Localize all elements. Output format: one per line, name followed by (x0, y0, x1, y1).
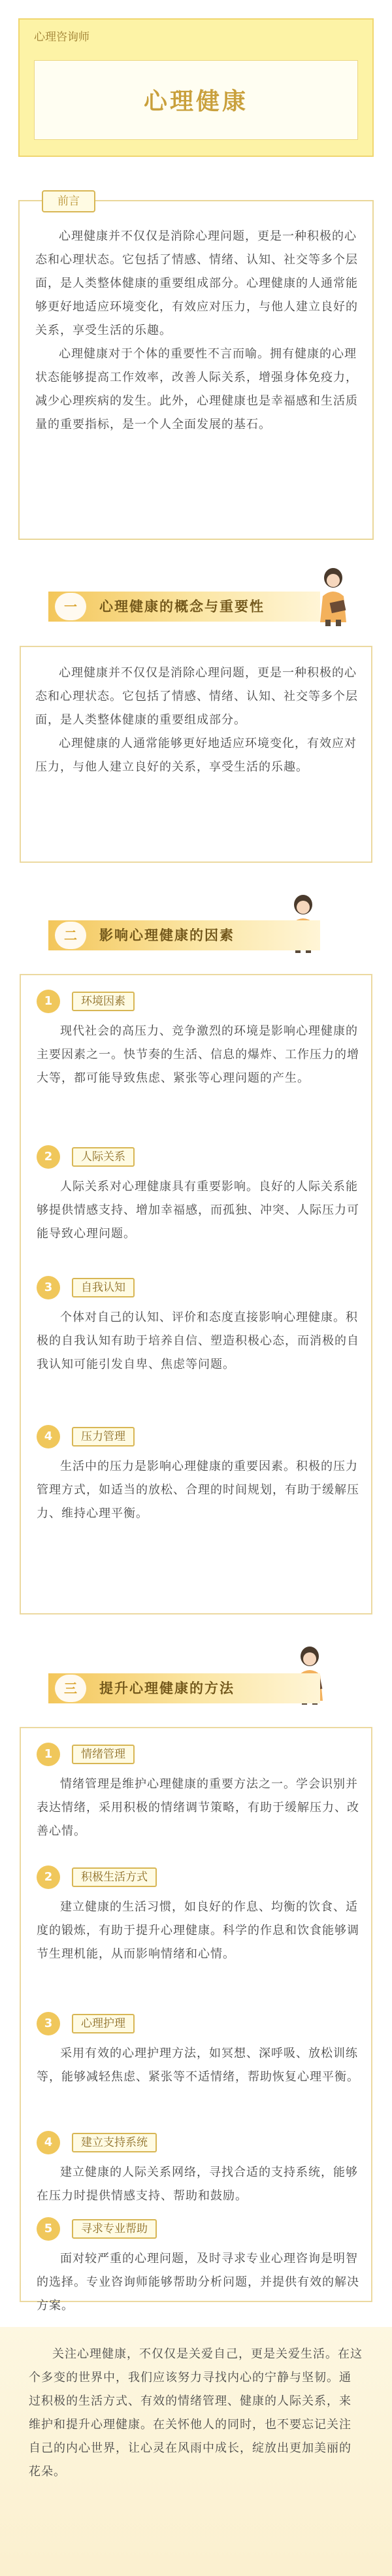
factor-number: 4 (37, 1425, 60, 1448)
section-3-title: 提升心理健康的方法 (99, 1681, 235, 1696)
method-item (37, 1743, 361, 1843)
method-label: 寻求专业帮助 (72, 2219, 157, 2239)
method-text: 建立健康的人际关系网络，寻找合适的支持系统，能够在压力时提供情感支持、帮助和鼓励。 (37, 2166, 358, 2203)
method-label: 情绪管理 (72, 1745, 135, 1764)
section-2-number: 二 (55, 922, 86, 949)
preface-box (18, 195, 374, 540)
method-item (37, 2131, 361, 2208)
section-1-number: 一 (55, 593, 86, 620)
method-item (37, 1865, 361, 1966)
method-label: 建立支持系统 (72, 2133, 157, 2152)
preface-paragraph: 心理健康对于个体的重要性不言而喻。拥有健康的心理状态能够提高工作效率，改善人际关系，增强身体免疫力，减少心理疾病的发生。此外，心理健康也是幸福感和生活质量的重要指标，是一个人全面发展的基石。 (35, 347, 358, 431)
section-1-title: 心理健康的概念与重要性 (99, 599, 265, 614)
method-text: 情绪管理是维护心理健康的重要方法之一。学会识别并表达情绪，采用积极的情绪调节策略，有助于缓解压力、改善心情。 (37, 1777, 359, 1838)
method-item (37, 2217, 361, 2318)
method-text: 面对较严重的心理问题，及时寻求专业心理咨询是明智的选择。专业咨询师能够帮助分析问题，并提供有效的解决方案。 (37, 2252, 359, 2313)
preface-body (35, 225, 359, 437)
method-number: 4 (37, 2131, 60, 2154)
section-1-paragraph: 心理健康的人通常能够更好地适应环境变化，有效应对压力，与他人建立良好的关系，享受生活的乐趣。 (35, 737, 357, 774)
factor-label: 压力管理 (72, 1427, 135, 1447)
factor-label: 人际关系 (72, 1147, 135, 1167)
header-tag: 心理咨询师 (34, 31, 90, 44)
section-2-title: 影响心理健康的因素 (99, 928, 235, 943)
factor-item (37, 990, 361, 1090)
method-number: 1 (37, 1743, 60, 1766)
factor-text: 生活中的压力是影响心理健康的重要因素。积极的压力管理方式，如适当的放松、合理的时间规划，有助于缓解压力、维持心理平衡。 (37, 1460, 359, 1520)
method-label: 心理护理 (72, 2014, 135, 2033)
section-1-heading (48, 592, 320, 622)
preface-tag: 前言 (42, 190, 95, 212)
section-2-heading (48, 920, 320, 950)
section-3-box (20, 1727, 372, 2313)
preface-paragraph: 心理健康并不仅仅是消除心理问题，更是一种积极的心态和心理状态。它包括了情感、情绪、认知、社交等多个层面，是人类整体健康的重要组成部分。心理健康的人通常能够更好地适应环境变化，有效应对压力，与他人建立良好的关系，享受生活的乐趣。 (35, 229, 358, 337)
section-3-heading (48, 1673, 320, 1703)
header-banner (18, 18, 374, 157)
closing-section (0, 2327, 392, 2576)
closing-paragraph: 关注心理健康，不仅仅是关爱自己，更是关爱生活。在这个多变的世界中，我们应该努力寻找内心的宁静与坚韧。通过积极的生活方式、有效的情绪管理、健康的人际关系，来维护和提升心理健康。在关怀他人的同时，也不要忘记关注自己的内心世界，让心灵在风雨中成长，绽放出更加美丽的花朵。 (29, 2347, 363, 2479)
method-text: 采用有效的心理护理方法，如冥想、深呼吸、放松训练等，能够减轻焦虑、紧张等不适情绪，帮助恢复心理平衡。 (37, 2047, 359, 2084)
method-label: 积极生活方式 (72, 1867, 157, 1887)
section-2-box (20, 974, 372, 1614)
factor-number: 2 (37, 1145, 60, 1169)
method-number: 3 (37, 2012, 60, 2035)
section-1-paragraph: 心理健康并不仅仅是消除心理问题，更是一种积极的心态和心理状态。它包括了情感、情绪、认知、社交等多个层面，是人类整体健康的重要组成部分。 (35, 666, 358, 727)
method-number: 2 (37, 1865, 60, 1889)
factor-text: 个体对自己的认知、评价和态度直接影响心理健康。积极的自我认知有助于培养自信、塑造积极心态，而消极的自我认知可能引发自卑、焦虑等问题。 (37, 1311, 359, 1371)
factor-number: 3 (37, 1276, 60, 1299)
factor-label: 环境因素 (72, 992, 135, 1011)
factor-item (37, 1276, 361, 1377)
factor-label: 自我认知 (72, 1278, 135, 1297)
factor-text: 现代社会的高压力、竞争激烈的环境是影响心理健康的主要因素之一。快节奏的生活、信息的爆炸、工作压力的增大等，都可能导致焦虑、紧张等心理问题的产生。 (37, 1024, 359, 1085)
factor-item (37, 1425, 361, 1526)
header-title-card (34, 60, 358, 140)
factor-text: 人际关系对心理健康具有重要影响。良好的人际关系能够提供情感支持、增加幸福感，而孤独、冲突、人际压力可能导致心理问题。 (37, 1180, 359, 1241)
page-title: 心理健康 (143, 88, 248, 115)
factor-item (37, 1145, 361, 1246)
section-1-box (20, 646, 372, 863)
method-text: 建立健康的生活习惯，如良好的作息、均衡的饮食、适度的锻炼，有助于提升心理健康。科学的作息和饮食能够调节生理机能，从而影响情绪和心情。 (37, 1900, 359, 1961)
method-number: 5 (37, 2217, 60, 2241)
factor-number: 1 (37, 990, 60, 1013)
method-item (37, 2012, 361, 2089)
section-3-number: 三 (55, 1675, 86, 1702)
